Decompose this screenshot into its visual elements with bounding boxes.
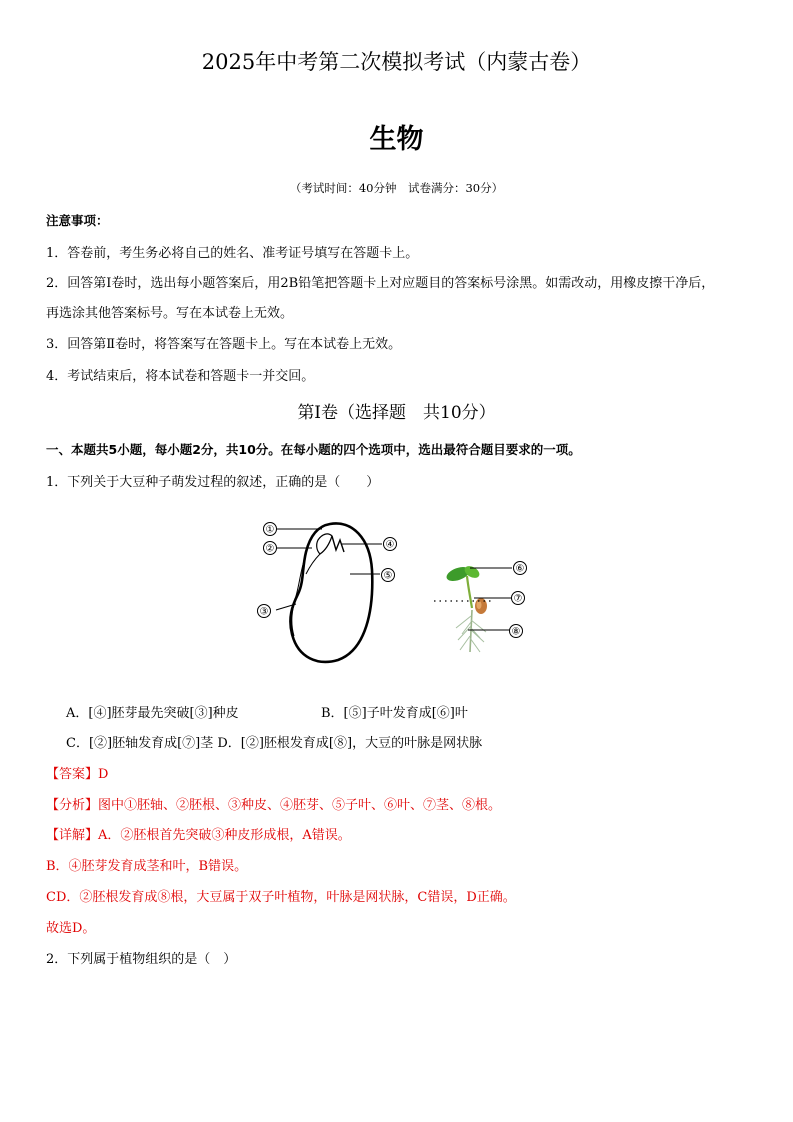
- label-5: ⑤: [383, 570, 393, 582]
- note-item-4: 4．考试结束后，将本试卷和答题卡一并交回。: [46, 369, 315, 384]
- exam-info: （考试时间：40分钟 试卷满分：30分）: [289, 181, 504, 195]
- detail-cd: CD．②胚根发育成⑧根，大豆属于双子叶植物，叶脉是网状脉，C错误，D正确。: [46, 890, 516, 905]
- detail-b: B．④胚芽发育成茎和叶，B错误。: [46, 859, 248, 874]
- soybean-seedling-diagram: [434, 564, 512, 652]
- soybean-seed-diagram: [276, 523, 382, 661]
- analysis: 【分析】图中①胚轴、②胚根、③种皮、④胚芽、⑤子叶、⑥叶、⑦茎、⑧根。: [46, 798, 502, 813]
- label-3: ③: [259, 606, 269, 618]
- section-instruction: 一、本题共5小题，每小题2分，共10分。在每小题的四个选项中，选出最符合题目要求的一项。: [46, 442, 581, 457]
- label-6: ⑥: [515, 563, 525, 575]
- label-4: ④: [385, 539, 395, 551]
- option-a: A．[④]胚芽最先突破[③]种皮: [66, 706, 239, 721]
- note-item-1: 1．答卷前，考生务必将自己的姓名、准考证号填写在答题卡上。: [46, 246, 419, 261]
- label-8: ⑧: [511, 626, 521, 638]
- conclusion: 故选D。: [46, 921, 96, 936]
- subject-title: 生物: [369, 124, 424, 155]
- option-b: B．[⑤]子叶发育成[⑥]叶: [321, 706, 468, 721]
- note-item-2: 2．回答第Ⅰ卷时，选出每小题答案后，用2B铅笔把答题卡上对应题目的答案标号涂黑。如需改动，用橡皮擦干净后，: [46, 276, 715, 291]
- page-title: 2025年中考第二次模拟考试（内蒙古卷）: [201, 50, 592, 74]
- label-7: ⑦: [513, 593, 523, 605]
- label-1: ①: [265, 524, 275, 536]
- note-item-2-continued: 再选涂其他答案标号。写在本试卷上无效。: [46, 306, 294, 321]
- question-2-stem: 2．下列属于植物组织的是（ ）: [46, 952, 237, 967]
- question-1-stem: 1．下列关于大豆种子萌发过程的叙述，正确的是（ ）: [46, 475, 380, 490]
- note-item-3: 3．回答第Ⅱ卷时，将答案写在答题卡上。写在本试卷上无效。: [46, 337, 402, 352]
- answer: 【答案】D: [46, 767, 109, 782]
- label-2: ②: [265, 543, 275, 555]
- detail-a: 【详解】A．②胚根首先突破③种皮形成根，A错误。: [46, 828, 351, 843]
- section-title: 第Ⅰ卷（选择题 共10分）: [297, 403, 496, 423]
- seed-figure: [240, 510, 540, 670]
- option-c-d: C．[②]胚轴发育成[⑦]茎 D．[②]胚根发育成[⑧]，大豆的叶脉是网状脉: [66, 736, 483, 751]
- notes-heading: 注意事项：: [46, 213, 109, 228]
